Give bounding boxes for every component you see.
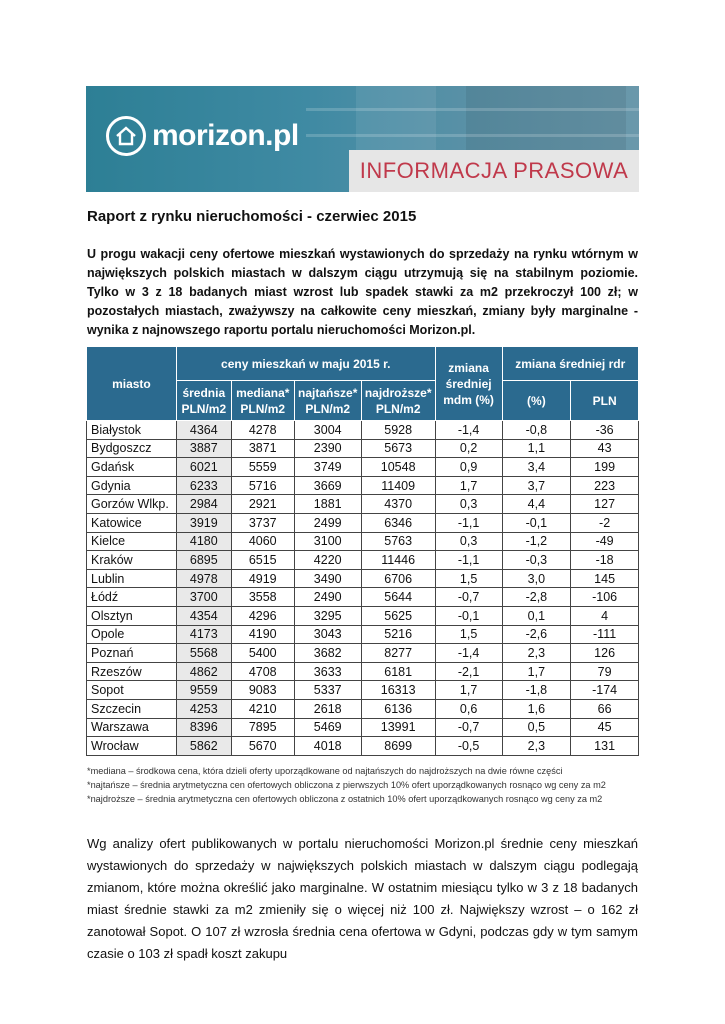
value-cell: 3,7 [502,476,571,495]
header-prices-group: ceny mieszkań w maju 2015 r. [176,347,435,381]
value-cell: 2,3 [502,737,571,756]
value-cell: 4354 [176,606,231,625]
value-cell: 5763 [361,532,435,551]
header-city: miasto [87,347,177,421]
balcony-line [306,134,639,137]
morizon-logo [106,116,299,156]
city-cell: Białystok [87,421,177,440]
value-cell: 4862 [176,662,231,681]
value-cell: -111 [571,625,639,644]
value-cell: -2 [571,513,639,532]
value-cell: 4210 [231,699,294,718]
value-cell: 3295 [294,606,361,625]
table-row [87,495,639,514]
value-cell: 2921 [231,495,294,514]
value-cell: 6181 [361,662,435,681]
value-cell: 8699 [361,737,435,756]
value-cell: 9083 [231,681,294,700]
value-cell: 131 [571,737,639,756]
value-cell: 3490 [294,569,361,588]
value-cell: 0,2 [435,439,502,458]
value-cell: -49 [571,532,639,551]
city-cell: Gdańsk [87,458,177,477]
value-cell: 5862 [176,737,231,756]
value-cell: 1,5 [435,569,502,588]
table-row [87,737,639,756]
value-cell: 0,6 [435,699,502,718]
value-cell: 3100 [294,532,361,551]
table-row [87,421,639,440]
value-cell: -0,1 [435,606,502,625]
table-row [87,532,639,551]
value-cell: -1,1 [435,513,502,532]
table-row [87,439,639,458]
value-cell: -0,5 [435,737,502,756]
value-cell: 4173 [176,625,231,644]
header-banner [86,86,639,192]
value-cell: 1,7 [435,476,502,495]
value-cell: -174 [571,681,639,700]
value-cell: 3633 [294,662,361,681]
value-cell: -1,1 [435,551,502,570]
value-cell: -1,4 [435,644,502,663]
table-row [87,569,639,588]
value-cell: -2,6 [502,625,571,644]
value-cell: 1,6 [502,699,571,718]
value-cell: -18 [571,551,639,570]
value-cell: 4370 [361,495,435,514]
value-cell: 5568 [176,644,231,663]
footnote-cheapest: *najtańsze – średnia arytmetyczna cen ofertowych obliczona z pierwszych 10% ofert uporządkowanych rosnąco wg ceny za m2 [87,780,606,790]
value-cell: 5337 [294,681,361,700]
city-cell: Katowice [87,513,177,532]
value-cell: 5559 [231,458,294,477]
value-cell: 4296 [231,606,294,625]
value-cell: 4278 [231,421,294,440]
table-row [87,699,639,718]
value-cell: 5400 [231,644,294,663]
value-cell: 3,0 [502,569,571,588]
table-row [87,718,639,737]
value-cell: 2390 [294,439,361,458]
value-cell: 11409 [361,476,435,495]
table-row [87,476,639,495]
value-cell: 5216 [361,625,435,644]
header-yoy-percent: (%) [502,381,571,421]
value-cell: 2618 [294,699,361,718]
city-cell: Kraków [87,551,177,570]
value-cell: 5469 [294,718,361,737]
city-cell: Wrocław [87,737,177,756]
city-cell: Opole [87,625,177,644]
value-cell: 4253 [176,699,231,718]
header-most-expensive: najdroższe* PLN/m2 [361,381,435,421]
value-cell: 5625 [361,606,435,625]
value-cell: 3700 [176,588,231,607]
value-cell: 2499 [294,513,361,532]
value-cell: -0,3 [502,551,571,570]
header-median: mediana* PLN/m2 [231,381,294,421]
value-cell: 2,3 [502,644,571,663]
city-cell: Olsztyn [87,606,177,625]
value-cell: 199 [571,458,639,477]
city-cell: Gorzów Wlkp. [87,495,177,514]
table-row [87,588,639,607]
footnote-median: *mediana – środkowa cena, która dzieli oferty uporządkowane od najtańszych do najdroższych na dwie równe części [87,766,563,776]
header-cheapest: najtańsze* PLN/m2 [294,381,361,421]
table-row [87,458,639,477]
balcony-line [306,108,639,111]
table-row [87,606,639,625]
value-cell: 5670 [231,737,294,756]
value-cell: 3919 [176,513,231,532]
value-cell: 6346 [361,513,435,532]
logo-text: morizon.pl [152,119,299,152]
value-cell: -0,7 [435,718,502,737]
value-cell: 4364 [176,421,231,440]
report-title: Raport z rynku nieruchomości - czerwiec 2015 [87,208,417,225]
city-cell: Kielce [87,532,177,551]
value-cell: 3871 [231,439,294,458]
value-cell: 6706 [361,569,435,588]
value-cell: 223 [571,476,639,495]
value-cell: 126 [571,644,639,663]
value-cell: 4708 [231,662,294,681]
city-cell: Rzeszów [87,662,177,681]
value-cell: 3,4 [502,458,571,477]
value-cell: -2,1 [435,662,502,681]
value-cell: -0,1 [502,513,571,532]
city-cell: Bydgoszcz [87,439,177,458]
value-cell: 5644 [361,588,435,607]
value-cell: 4018 [294,737,361,756]
value-cell: -106 [571,588,639,607]
value-cell: 1881 [294,495,361,514]
value-cell: 16313 [361,681,435,700]
value-cell: 3558 [231,588,294,607]
header-yoy-pln: PLN [571,381,639,421]
value-cell: 3043 [294,625,361,644]
city-cell: Lublin [87,569,177,588]
table-row [87,662,639,681]
value-cell: 8277 [361,644,435,663]
header-yoy-change: zmiana średniej rdr [502,347,638,381]
value-cell: -0,7 [435,588,502,607]
city-cell: Poznań [87,644,177,663]
value-cell: 1,1 [502,439,571,458]
value-cell: 4919 [231,569,294,588]
value-cell: 3669 [294,476,361,495]
value-cell: 4180 [176,532,231,551]
value-cell: -36 [571,421,639,440]
value-cell: 6895 [176,551,231,570]
footnote-most-expensive: *najdroższe – średnia arytmetyczna cen ofertowych obliczona z ostatnich 10% ofert uporządkowanych rosnąco wg ceny za m2 [87,794,603,804]
value-cell: 3737 [231,513,294,532]
value-cell: 9559 [176,681,231,700]
value-cell: 4,4 [502,495,571,514]
value-cell: 2490 [294,588,361,607]
value-cell: 13991 [361,718,435,737]
value-cell: 0,5 [502,718,571,737]
city-cell: Łódź [87,588,177,607]
value-cell: 3887 [176,439,231,458]
value-cell: 145 [571,569,639,588]
value-cell: 45 [571,718,639,737]
value-cell: 10548 [361,458,435,477]
value-cell: 4190 [231,625,294,644]
table-row [87,644,639,663]
value-cell: 0,3 [435,532,502,551]
value-cell: -2,8 [502,588,571,607]
value-cell: 7895 [231,718,294,737]
value-cell: 43 [571,439,639,458]
city-cell: Warszawa [87,718,177,737]
city-cell: Sopot [87,681,177,700]
value-cell: 0,3 [435,495,502,514]
footnotes [87,764,640,806]
value-cell: 4978 [176,569,231,588]
value-cell: 3682 [294,644,361,663]
value-cell: 11446 [361,551,435,570]
body-paragraph: Wg analizy ofert publikowanych w portalu nieruchomości Morizon.pl średnie ceny mieszkań wystawionych do sprzedaży w największych polskich miastach w dalszym ciągu podlegają zmianom, które można określić jako marginalne. W ostatnim miesiącu tylko w 3 z 18 badanych miast średnie stawki za m2 zmieniły się o więcej niż 100 zł. Największy wzrost – o 162 zł zanotował Sopot. O 107 zł wzrosła średnia cena ofertowa w Gdyni, podczas gdy w tym samym czasie o 103 zł spadł koszt zakupu [87,836,638,961]
header-mom-change: zmiana średniej mdm (%) [435,347,502,421]
value-cell: 0,9 [435,458,502,477]
price-table [86,346,639,756]
value-cell: -1,4 [435,421,502,440]
city-cell: Gdynia [87,476,177,495]
press-release-label [349,150,639,192]
value-cell: 5928 [361,421,435,440]
value-cell: 4060 [231,532,294,551]
city-cell: Szczecin [87,699,177,718]
table-row [87,513,639,532]
value-cell: 4220 [294,551,361,570]
value-cell: -1,8 [502,681,571,700]
value-cell: 1,5 [435,625,502,644]
value-cell: 6515 [231,551,294,570]
header-average: średnia PLN/m2 [176,381,231,421]
value-cell: -1,2 [502,532,571,551]
value-cell: 2984 [176,495,231,514]
press-release-text: INFORMACJA PRASOWA [359,158,629,183]
value-cell: 5716 [231,476,294,495]
value-cell: 127 [571,495,639,514]
table-row [87,681,639,700]
value-cell: 0,1 [502,606,571,625]
value-cell: 6136 [361,699,435,718]
value-cell: 6021 [176,458,231,477]
value-cell: 1,7 [502,662,571,681]
value-cell: 4 [571,606,639,625]
value-cell: 79 [571,662,639,681]
value-cell: 3749 [294,458,361,477]
house-icon [106,116,146,156]
lead-paragraph: U progu wakacji ceny ofertowe mieszkań wystawionych do sprzedaży na rynku wtórnym w największych polskich miastach w dalszym ciągu utrzymują się na stabilnym poziomie. Tylko w 3 z 18 badanych miast wzrost lub spadek stawki za m2 przekroczył 100 zł; w pozostałych miastach, zważywszy na całkowite ceny mieszkań, zmiany były marginalne - wynika z najnowszego raportu portalu nieruchomości Morizon.pl. [87,247,638,337]
value-cell: 5673 [361,439,435,458]
value-cell: 66 [571,699,639,718]
value-cell: 3004 [294,421,361,440]
table-row [87,551,639,570]
table-row [87,625,639,644]
value-cell: 1,7 [435,681,502,700]
value-cell: 6233 [176,476,231,495]
value-cell: 8396 [176,718,231,737]
value-cell: -0,8 [502,421,571,440]
